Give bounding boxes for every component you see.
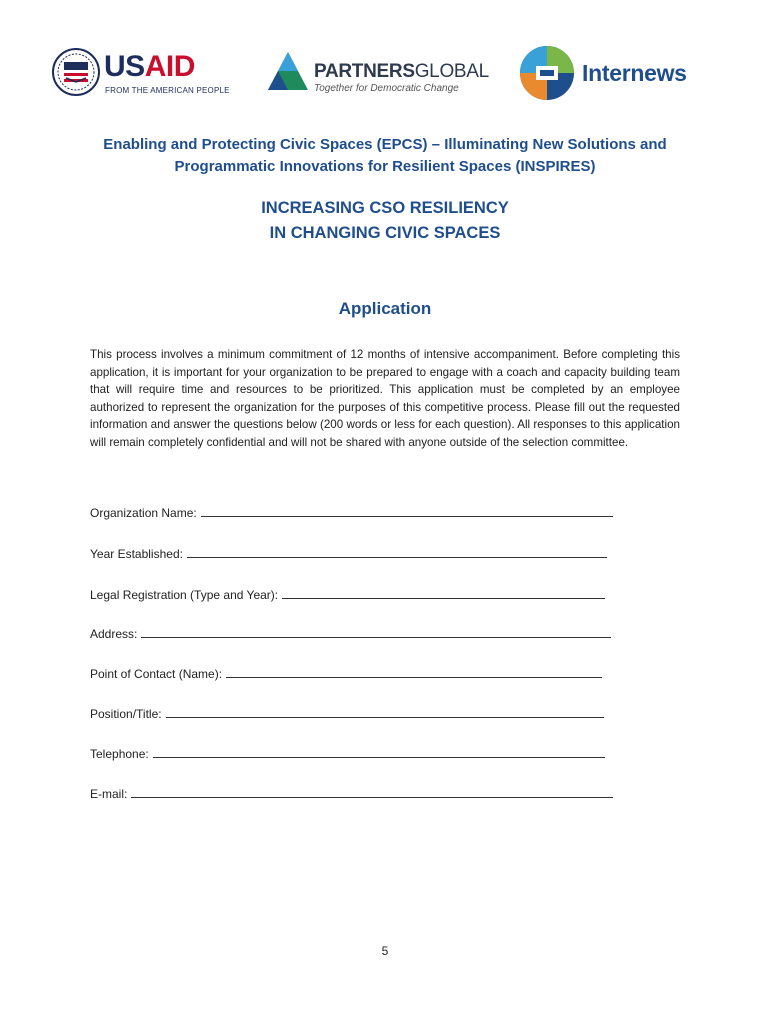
field-label: Position/Title:	[90, 707, 162, 721]
internews-logo	[518, 44, 718, 104]
program-title	[60, 134, 710, 178]
fill-line[interactable]	[153, 756, 605, 758]
fill-line[interactable]	[201, 515, 613, 517]
field-label: Organization Name:	[90, 506, 197, 520]
program-title-line2: Programmatic Innovations for Resilient Spaces (INSPIRES)	[174, 158, 596, 175]
usaid-seal-icon	[52, 48, 100, 96]
fill-line[interactable]	[131, 796, 613, 798]
usaid-logo	[52, 48, 230, 100]
field-label: Year Established:	[90, 547, 183, 561]
page-number: 5	[381, 944, 389, 958]
program-title-line1: Enabling and Protecting Civic Spaces (EPCS) – Illuminating New Solutions and	[103, 136, 667, 153]
field-legal-registration[interactable]	[90, 587, 605, 603]
field-address[interactable]	[90, 626, 611, 642]
field-telephone[interactable]	[90, 746, 605, 762]
intro-paragraph: This process involves a minimum commitment of 12 months of intensive accompaniment. Before completing this application, it is important for your organization to be prepared to engage with a coach and capacity building team that will require time and resources to be prioritized. This application must be completed by an employee authorized to represent the organization for the purposes of this competitive process. Please fill out the requested information and answer the questions below (200 words or less for each question). All responses to this application will remain completely confidential and will not be shared with anyone outside of the selection committee.	[90, 348, 680, 449]
internews-mark-icon	[518, 44, 576, 102]
field-label: Legal Registration (Type and Year):	[90, 588, 279, 602]
field-year-established[interactable]	[90, 546, 607, 562]
usaid-wordmark: USAID	[104, 50, 195, 83]
fill-line[interactable]	[282, 597, 605, 599]
fill-line[interactable]	[141, 636, 611, 638]
field-position-title[interactable]	[90, 706, 604, 722]
partners-wordmark: PARTNERSGLOBAL	[314, 61, 489, 82]
fill-line[interactable]	[166, 716, 604, 718]
fill-line[interactable]	[187, 556, 607, 558]
field-label: E-mail:	[90, 787, 128, 801]
field-point-of-contact[interactable]	[90, 666, 602, 682]
field-label: Address:	[90, 627, 138, 641]
internews-wordmark: Internews	[582, 60, 687, 86]
partners-tagline: Together for Democratic Change	[314, 83, 459, 94]
logo-bar	[0, 40, 770, 110]
subtitle	[60, 196, 710, 246]
section-title: Application	[338, 299, 432, 318]
subtitle-line2: IN CHANGING CIVIC SPACES	[269, 224, 501, 242]
usaid-tagline: FROM THE AMERICAN PEOPLE	[105, 86, 230, 95]
partners-triangle-icon	[266, 50, 310, 92]
field-email[interactable]	[90, 786, 613, 802]
field-label: Telephone:	[90, 747, 149, 761]
field-label: Point of Contact (Name):	[90, 667, 223, 681]
field-organization-name[interactable]	[90, 505, 613, 521]
subtitle-line1: INCREASING CSO RESILIENCY	[261, 199, 509, 217]
partners-global-logo	[266, 48, 496, 98]
fill-line[interactable]	[226, 676, 602, 678]
